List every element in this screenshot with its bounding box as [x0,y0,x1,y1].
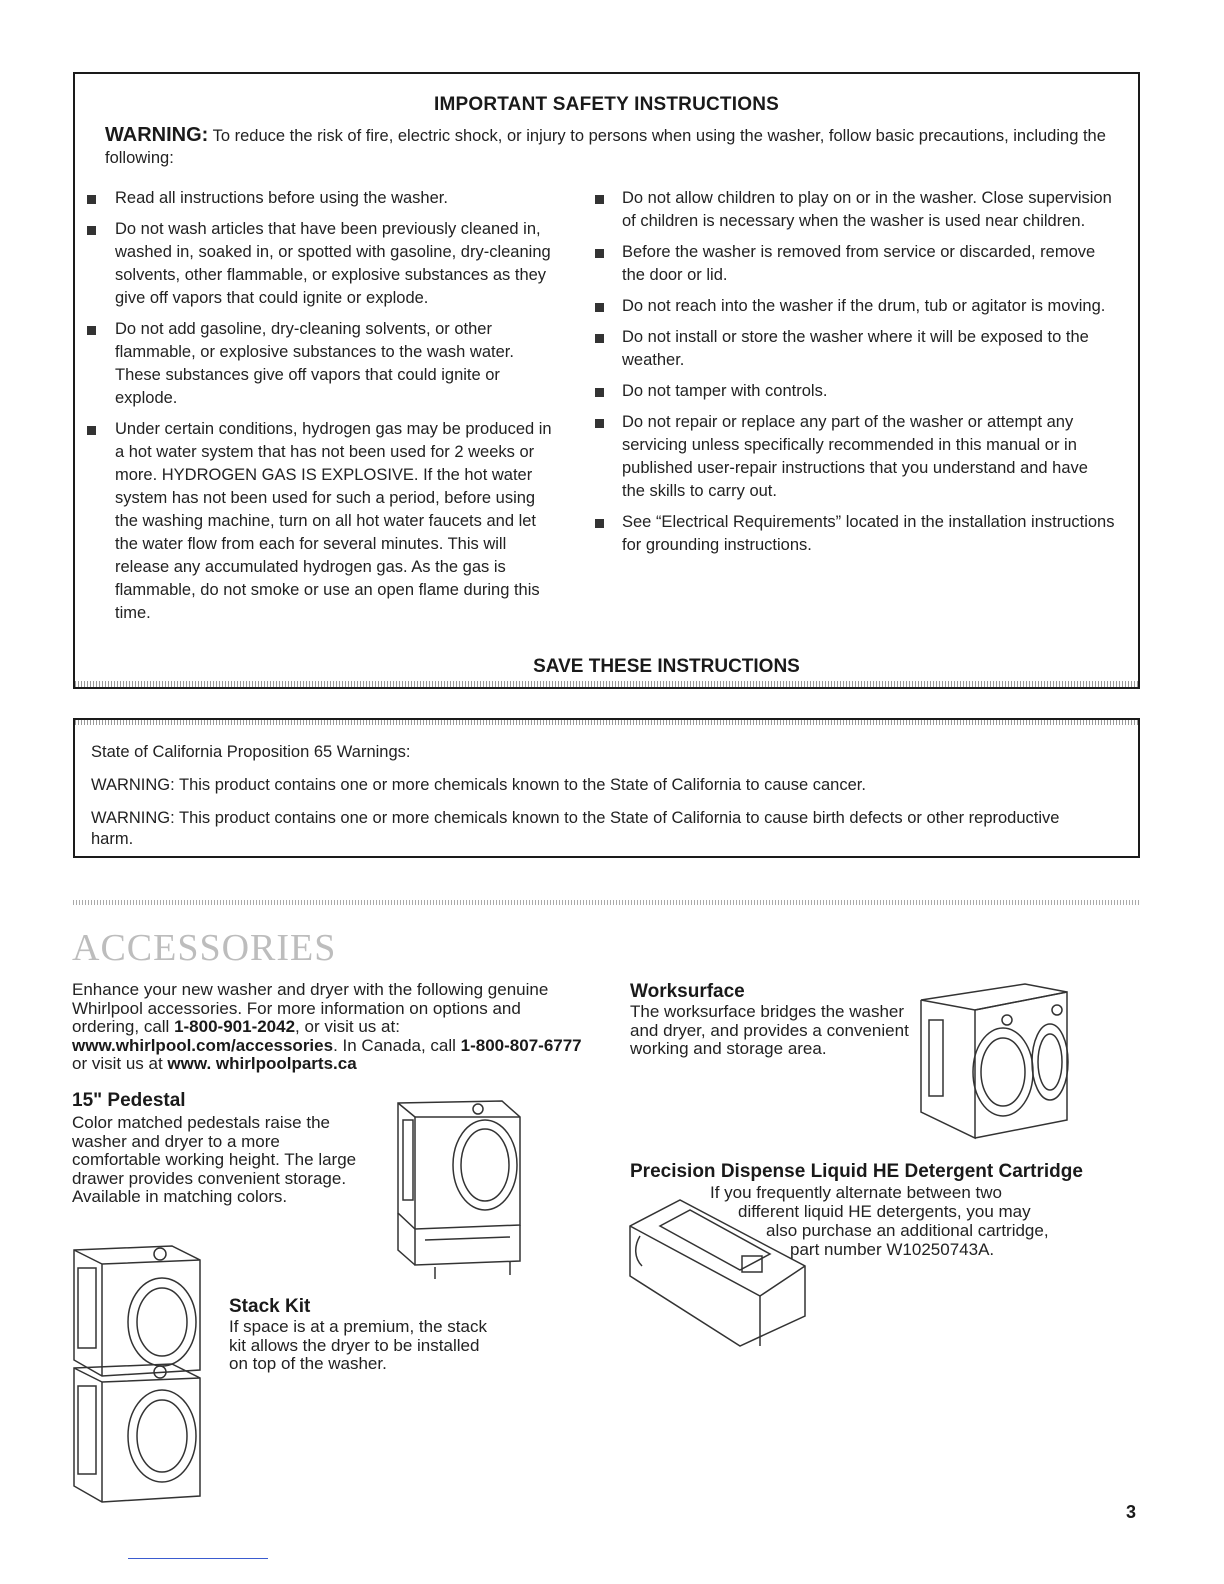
pedestal-illustration [380,1095,530,1285]
prop65-heading: State of California Proposition 65 Warnings: [91,743,411,761]
safety-right-column [595,187,1115,565]
safety-item: Read all instructions before using the washer. [87,187,557,210]
intro-text: or visit us at [72,1054,168,1073]
worksurface-title: Worksurface [630,981,745,1002]
footer-rule [128,1558,268,1559]
cartridge-line: different liquid HE detergents, you may [738,1202,1031,1221]
stack-kit-section [229,1296,489,1374]
phone-us: 1-800-901-2042 [174,1017,296,1036]
prop65-text [91,742,1098,862]
cartridge-line: part number W10250743A. [790,1240,995,1259]
intro-text: , or visit us at: [295,1017,400,1036]
prop65-box [73,718,1140,858]
safety-left-column [87,187,557,633]
worksurface-section [630,981,910,1059]
cartridge-line: also purchase an additional cartridge, [766,1221,1049,1240]
url-us: www.whirlpool.com/accessories [72,1035,334,1055]
safety-item: See “Electrical Requirements” located in the installation instructions for grounding instructions. [595,511,1115,557]
safety-item: Under certain conditions, hydrogen gas may be produced in a hot water system that has not been used for 2 weeks or more. HYDROGEN GAS IS EXPLOSIVE. If the hot water system has not been used for such a period, before using the washing machine, turn on all hot water faucets and let the water flow from each for several minutes. This will release any accumulated hydrogen gas. As the gas is flammable, do not smoke or use an open flame during this time. [87,418,557,625]
intro-text: Enhance your new washer and dryer with the following genuine Whirlpool accessories. For more information on options and ordering, call [72,980,549,1036]
pedestal-title: 15" Pedestal [72,1090,186,1111]
warning-label: WARNING: [105,124,209,146]
intro-text: . In Canada, call [333,1035,461,1055]
safety-item: Do not repair or replace any part of the washer or attempt any servicing unless specifically recommended in this manual or in published user-repair instructions that you understand and have the skills to carry out. [595,411,1115,503]
safety-item: Do not wash articles that have been previously cleaned in, washed in, soaked in, or spotted with gasoline, dry-cleaning solvents, other flammable, or explosive substances as they give off vapors that could ignite or explode. [87,218,557,310]
detergent-cartridge-illustration [620,1196,820,1356]
safety-item: Do not reach into the washer if the drum, tub or agitator is moving. [595,295,1115,318]
safety-item: Do not tamper with controls. [595,380,1115,403]
prop65-warning-birth-defects: WARNING: This product contains one or more chemicals known to the State of California to cause birth defects or other reproductive harm. [91,809,1060,848]
cartridge-title: Precision Dispense Liquid HE Detergent Cartridge [630,1161,1083,1182]
pedestal-text: Color matched pedestals raise the washer and dryer to a more comfortable working height. The large drawer provides convenient storage. Available in matching colors. [72,1113,357,1206]
cartridge-line: If you frequently alternate between two [710,1183,1003,1202]
stack-kit-illustration [62,1238,212,1510]
safety-item: Do not add gasoline, dry-cleaning solvents, or other flammable, or explosive substances to the wash water. These substances give off vapors that could ignite or explode. [87,318,557,410]
accessories-heading: ACCESSORIES [72,927,337,969]
page-number: 3 [1126,1502,1137,1522]
safety-instructions-box [73,72,1140,689]
warning-intro [105,124,1108,169]
safety-item: Do not install or store the washer where it will be exposed to the weather. [595,326,1115,372]
worksurface-illustration [915,980,1075,1145]
warning-text: To reduce the risk of fire, electric shock, or injury to persons when using the washer, follow basic precautions, including the following: [105,127,1106,167]
stack-kit-title: Stack Kit [229,1296,311,1317]
accessories-intro [72,981,582,1074]
worksurface-text: The worksurface bridges the washer and dryer, and provides a convenient working and storage area. [630,1002,909,1058]
prop65-warning-cancer: WARNING: This product contains one or more chemicals known to the State of California to cause cancer. [91,776,866,794]
stack-kit-text: If space is at a premium, the stack kit allows the dryer to be installed on top of the washer. [229,1317,487,1373]
save-instructions-title: SAVE THESE INSTRUCTIONS [533,656,800,677]
section-divider [73,900,1140,905]
safety-item: Before the washer is removed from service or discarded, remove the door or lid. [595,241,1115,287]
pedestal-section [72,1090,372,1207]
hatch-divider [75,720,1138,725]
phone-canada: 1-800-807-6777 [460,1035,582,1055]
hatch-divider [75,681,1138,687]
url-canada: www. whirlpoolparts.ca [167,1054,357,1073]
safety-title: IMPORTANT SAFETY INSTRUCTIONS [434,94,779,115]
safety-item: Do not allow children to play on or in the washer. Close supervision of children is necessary when the washer is used near children. [595,187,1115,233]
